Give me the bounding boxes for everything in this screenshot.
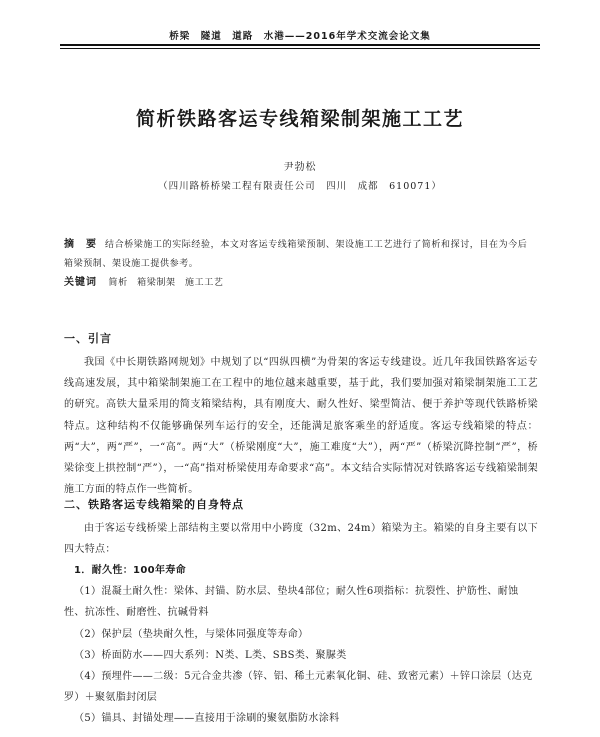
durability-item: （5）锚具、封锚处理——直接用于涂刷的聚氨脂防水涂料 (74, 713, 340, 724)
durability-item: （1）混凝土耐久性：梁体、封锚、防水层、垫块4部位；耐久性6项指标：抗裂性、护筋性、耐蚀性、抗冻性、耐磨性、抗碱骨料 (64, 586, 519, 619)
keywords-label: 关键词 (64, 277, 97, 288)
durability-item: （2）保护层（垫块耐久性，与梁体同强度等寿命） (74, 629, 309, 640)
abstract-text: 结合桥梁施工的实际经验，本文对客运专线箱梁预制、架设施工工艺进行了简析和探讨，目在为今后箱梁预制、架设施工提供参考。 (64, 240, 528, 269)
header-rule-thin (60, 48, 540, 49)
affiliation: （四川路桥桥梁工程有限责任公司 四川 成都 610071） (158, 181, 442, 192)
paper-title: 简析铁路客运专线箱梁制架施工工艺 (135, 108, 464, 130)
header-rule-thick (60, 44, 540, 46)
section-heading-intro: 一、引言 (64, 332, 112, 345)
author: 尹勃松 (283, 162, 317, 173)
durability-item: （3）桥面防水——四大系列：N类、L类、SBS类、聚脲类 (74, 650, 347, 661)
abstract-label: 摘 要 (64, 239, 97, 250)
abstract (64, 235, 534, 274)
keyword: 施工工艺 (185, 278, 224, 288)
features-paragraph: 由于客运专线桥梁上部结构主要以常用中小跨度（32m、24m）箱梁为主。箱梁的自身主要有以下四大特点： (64, 523, 538, 556)
keyword: 简析 (108, 278, 128, 288)
section-heading-features: 二、铁路客运专线箱梁的自身特点 (64, 498, 244, 511)
intro-paragraph: 我国《中长期铁路网规划》中规划了以“四纵四横”为骨架的客运专线建设。近几年我国铁路客运专线高速发展，其中箱梁制架施工在工程中的地位越来越重要，基于此，我们要加强对箱梁制架施工工艺的研究。高铁大量采用的简支箱梁结构，具有刚度大、耐久性好、梁型简洁、便于养护等现代铁路桥梁特点。这种结构不仅能够确保列车运行的安全，还能满足旅客乘坐的舒适度。客运专线箱梁的特点：两“大”，两“严”，一“高”。两“大”（桥梁刚度“大”，施工难度“大”），两“严”（桥梁沉降控制“严”，桥梁徐变上拱控制“严”），一“高”指对桥梁使用寿命要求“高”。本文结合实际情况对铁路客运专线箱梁制架施工方面的特点作一些简析。 (64, 357, 538, 496)
keywords (64, 273, 534, 288)
running-header: 桥梁 隧道 道路 水港——2016年学术交流会论文集 (169, 31, 431, 42)
keyword: 箱梁制架 (137, 278, 176, 288)
point-durability: 1．耐久性：100年寿命 (74, 565, 187, 576)
durability-item: （4）预埋件——二级：5元合金共渗（锌、铝、稀土元素氧化铜、硅、致密元素）＋锌口涂层（达克罗）＋聚氨脂封闭层 (64, 671, 533, 704)
